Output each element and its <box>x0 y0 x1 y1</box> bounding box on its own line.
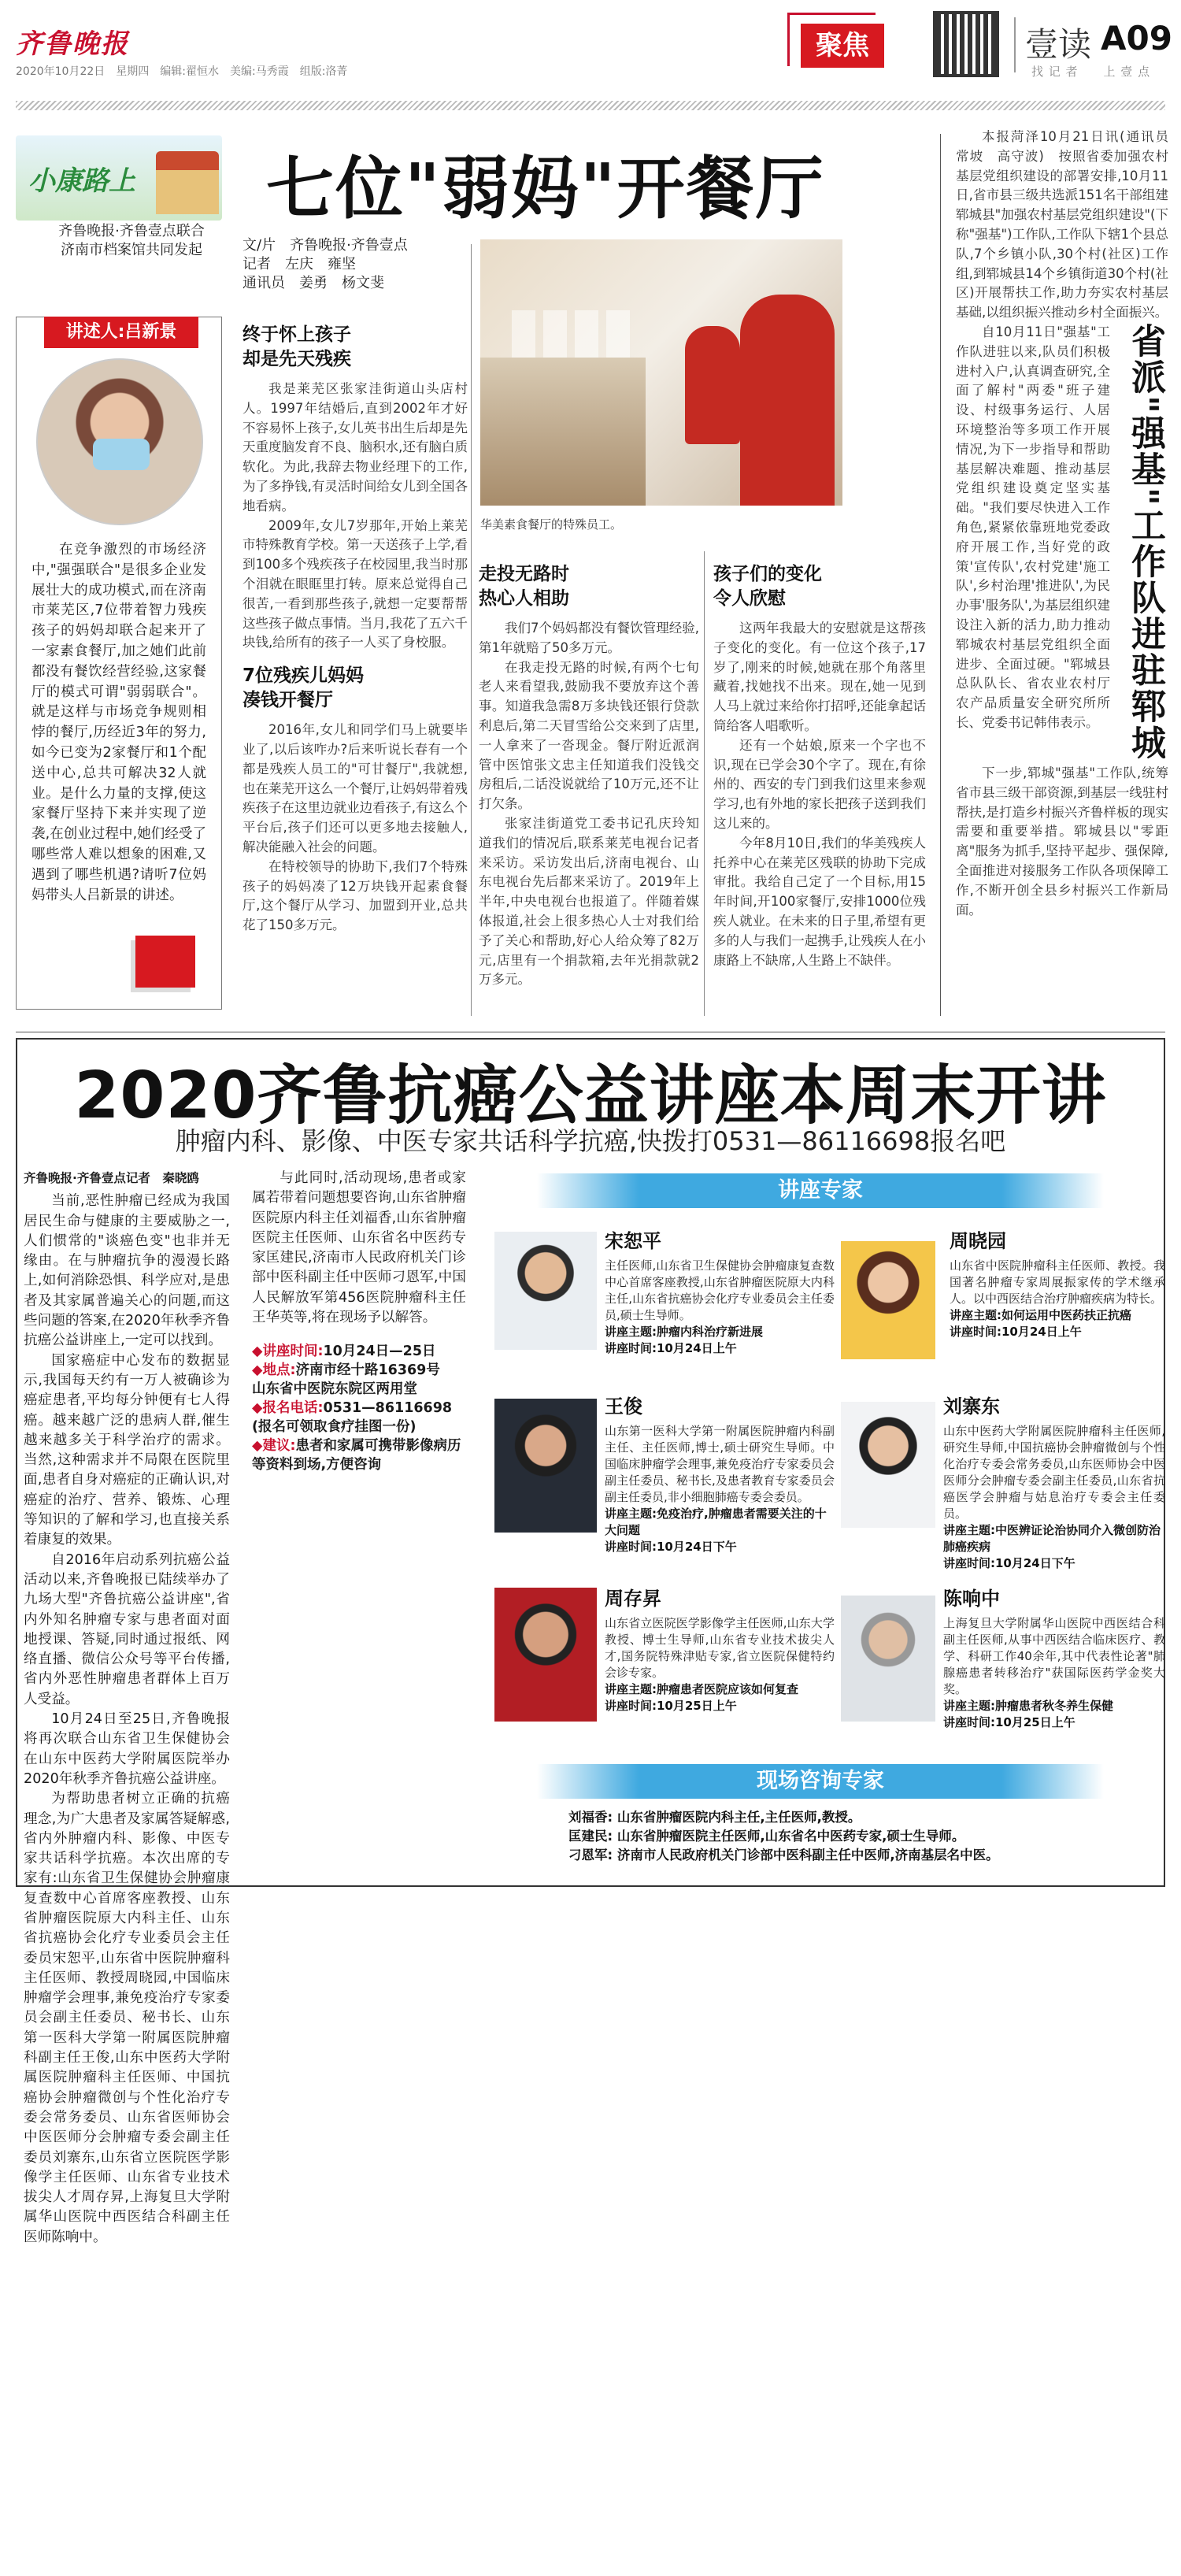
article1-credits <box>242 236 408 293</box>
page-number: A09 <box>1101 19 1172 57</box>
ad-paragraph: 与此同时,活动现场,患者或家属若带着问题想要咨询,山东省肿瘤医院原内科主任刘福香,山东省肿瘤医院主任医师、山东省名中医药专家匡建民,济南市人民政府机关门诊部中医科副主任中医师刁恩军,中国人民解放军第456医院肿瘤科主任王华英等,将在现场予以解答。 <box>252 1170 466 1326</box>
consult-item <box>568 1808 1151 1827</box>
photo-jars <box>512 310 630 358</box>
expert-topic: 讲座主题:免疫治疗,肿瘤患者需要关注的十大问题 <box>605 1507 827 1537</box>
info-key: ◆建议: <box>252 1438 296 1455</box>
expert-photo <box>494 1232 597 1350</box>
masthead-divider <box>1014 17 1016 72</box>
face-mask-icon <box>93 439 150 470</box>
expert-topic: 讲座主题:肿瘤内科治疗新进展 <box>605 1325 763 1339</box>
expert-photo <box>494 1399 597 1533</box>
expert-bio: 主任医师,山东省卫生保健协会肿瘤康复查数中心首席客座教授,山东省肿瘤医院原大内科主任,山东省抗癌协会化疗专业委员会主任委员,硕士生导师。 <box>605 1258 835 1322</box>
ad-body-col1 <box>24 1169 230 2245</box>
qr-code-icon <box>933 11 999 77</box>
ad-paragraph: 国家癌症中心发布的数据显示,我国每天约有一万人被确诊为癌症患者,平均每分钟便有七人得癌。越来越广泛的患病人群,催生越来越多关于科学治疗的需求。当然,这种需求并不局限在医院里面,患者自身对癌症的正确认识,对癌症的治疗、营养、锻炼、心理等知识的了解和学习,也直接关系着康复的效果。 <box>24 1352 230 1548</box>
expert-time: 讲座时间:10月24日下午 <box>605 1540 737 1554</box>
article1-paragraph: 张家洼街道党工委书记孔庆玲知道我们的情况后,联系莱芜电视台记者来采访。采访发出后,济南电视台、山东电视台先后都来采访了。2019年上半年,中央电视台也报道了。伴随着媒体报道,社会上很多热心人士对我们给予了关心和帮助,好心人给众筹了82万元,店里有一个捐款箱,去年光捐款就2万多元。 <box>479 815 699 988</box>
red-corner-block <box>135 936 195 988</box>
article1-subhead-3: 走投无路时 热心人相助 <box>479 564 569 609</box>
expert-topic: 讲座主题:肿瘤患者秋冬养生保健 <box>943 1699 1114 1713</box>
article1-photo-caption: 华美素食餐厅的特殊员工。 <box>480 517 623 532</box>
article1-subhead-2: 7位残疾儿妈妈 凑钱开餐厅 <box>242 665 365 711</box>
photo-counter <box>480 358 646 506</box>
credit-line: 记者 左庆 雍坚 <box>242 256 356 272</box>
ad-subhead: 肿瘤内科、影像、中医专家共话科学抗癌,快拨打0531—86116698报名吧 <box>175 1126 1006 1156</box>
article1-paragraph: 我们7个妈妈都没有餐饮管理经验,第1年就赔了50多万元。 <box>479 621 699 655</box>
expert-photo <box>841 1241 935 1359</box>
expert-card <box>841 1391 1165 1570</box>
consult-name: 刁恩军: <box>568 1848 613 1863</box>
ad-info-block <box>252 1342 466 1474</box>
consult-name: 刘福香: <box>568 1810 613 1825</box>
article2-body <box>956 128 1181 1017</box>
expert-card <box>841 1225 1165 1375</box>
article1-paragraph: 2009年,女儿7岁那年,开始上莱芜市特殊教育学校。第一天送孩子上学,看到100多个残疾孩子在校园里,我当时那个泪就在眼眶里打转。原来总觉得自己很苦,一看到那些孩子,就想一定要帮帮这些孩子做点事情。当月,我花了五六千块钱,给所有的孩子一人买了身校服。 <box>242 517 468 650</box>
ad-paragraph: 为帮助患者树立正确的抗癌理念,为广大患者及家属答疑解惑,省内外肿瘤内科、影像、中医专家共话科学抗癌。本次出席的专家有:山东省卫生保健协会肿瘤康复查数中心首席客座教授、山东省肿瘤医院原大内科主任、山东省抗癌协会化疗专业委员会主任委员宋恕平,山东省中医院肿瘤科主任医师、教授周晓园,中国临床肿瘤学会理事,兼免疫治疗专家委员会副主任委员、秘书长、山东第一医科大学第一附属医院肿瘤科副主任王俊,山东中医药大学附属医院肿瘤科主任医师、中国抗癌协会肿瘤微创与个性化治疗专委会常务委员、山东省医师协会中医医师分会肿瘤专委会副主任委员刘寨东,山东省立医院医学影像学主任医师、山东省专业技术拔尖人才周存昇,上海复旦大学附属华山医院中西医结合科副主任医师陈响中。 <box>24 1791 230 2245</box>
consult-item <box>568 1846 1151 1865</box>
section-label: 聚焦 <box>801 24 884 68</box>
credit-line: 文/片 齐鲁晚报·齐鲁壹点 <box>242 237 408 254</box>
expert-name: 宋恕平 <box>605 1230 661 1252</box>
article1-headline: 七位"弱妈"开餐厅 <box>266 149 825 228</box>
masthead-rule <box>16 101 1165 110</box>
expert-name: 陈响中 <box>943 1588 1000 1610</box>
consult-desc: 山东省肿瘤医院主任医师,山东省名中医药专家,硕士生导师。 <box>616 1829 965 1844</box>
series-sponsor: 齐鲁晚报·齐鲁壹点联合 济南市档案馆共同发起 <box>58 223 205 258</box>
column-divider <box>940 134 941 1016</box>
building-illustration <box>156 151 219 214</box>
expert-time: 讲座时间:10月24日上午 <box>605 1341 737 1355</box>
article2-paragraph: 自10月11日"强基"工作队进驻以来,队员们积极进村入户,认真调查研究,全面了解村"两委"班子建设、村级事务运行、人居环境整治等多项工作开展情况,为下一步指导和帮助基层解决难题、推动基层党组织建设奠定坚实基础。"我们要尽快进入工作角色,紧紧依靠班地党委政府开展工作,当好党的政策'宣传队',农村党建'施工队',乡村治理'推进队',为民办事'服务队',为基层组织建设注入新的活力,助力推动郓城农村基层党组织全面进步、全面过硬。"郓城县总队队长、省农业农村厅农产品质量安全研究所所长、党委书记韩伟表示。 <box>956 324 1110 730</box>
consult-name: 匡建民: <box>568 1829 613 1844</box>
info-value: 10月24日—25日 <box>323 1344 436 1360</box>
expert-photo <box>841 1596 935 1722</box>
column-divider <box>471 244 472 1016</box>
expert-photo <box>841 1402 935 1528</box>
article2-lead: 本报菏泽10月21日讯(通讯员 常坡 高守波) 按照省委加强农村基层党组织建设的部署安排,10月11日,省市县三级共选派151名干部组建郓城县"加强农村基层党组织建设"(下称"强基")工作队,工作队下辖1个县总队,7个乡镇小队,30个村(社区)工作组,到郓城县14个乡镇街道30个村(社区)开展帮扶工作,助力夯实农村基层基础,以组织振兴推动乡村全面振兴。 <box>956 129 1181 321</box>
expert-name: 刘寨东 <box>943 1395 1000 1418</box>
expert-topic: 讲座主题:肿瘤患者医院应该如何复查 <box>605 1682 799 1696</box>
issue-meta: 2020年10月22日 星期四 编辑:翟恒水 美编:马秀霞 组版:洛菁 <box>16 65 348 78</box>
expert-bio: 山东省立医院医学影像学主任医师,山东大学教授、博士生导师,山东省专业技术拔尖人才,国务院特殊津贴专家,省立医院保健特约会诊专家。 <box>605 1616 835 1680</box>
expert-card <box>494 1583 835 1733</box>
expert-bio: 山东第一医科大学第一附属医院肿瘤内科副主任、主任医师,博士,硕士研究生导师。中国临床肿瘤学会理事,兼免疫治疗专家委员会副主任委员、秘书长,及患者教育专家委员会副主任委员,非小细胞肺癌专委会委员。 <box>605 1424 835 1504</box>
expert-bio: 山东中医药大学附属医院肿瘤科主任医师,研究生导师,中国抗癌协会肿瘤微创与个性化治疗专委会常务委员,山东医师协会中医医师分会肿瘤专委会副主任委员,山东省抗癌医学会肿瘤与姑息治疗专委会主任委员。 <box>943 1424 1165 1521</box>
article1-subhead-4: 孩子们的变化 令人欣慰 <box>713 564 822 609</box>
expert-bio: 上海复旦大学附属华山医院中西医结合科副主任医师,从事中西医结合临床医疗、教学、科研工作40余年,其中代表性论著"肺腺癌患者转移治疗"获国际医药学金奖大奖。 <box>943 1616 1165 1696</box>
expert-time: 讲座时间:10月24日下午 <box>943 1556 1075 1570</box>
article1-paragraph: 今年8月10日,我们的华美残疾人托养中心在莱芜区残联的协助下完成审批。我给自己定了一个目标,用15年时间,开100家餐厅,安排1000位残疾人就业。在未来的日子里,希望有更多的人与我们一起携手,让残疾人在小康路上不缺席,人生路上不缺伴。 <box>713 835 926 968</box>
consult-item <box>568 1827 1151 1846</box>
ad-body-col2 <box>252 1169 466 1877</box>
expert-time: 讲座时间:10月25日上午 <box>605 1699 737 1713</box>
article1-paragraph: 在特校领导的协助下,我们7个特殊孩子的妈妈凑了12万块钱开起素食餐厅,这个餐厅从学习、加盟到开业,总共花了150多万元。 <box>242 858 468 933</box>
reporter-contact: 找 记 者 上 壹 点 <box>1031 65 1151 79</box>
article1-paragraph: 这两年我最大的安慰就是这帮孩子变化的变化。有一位这个孩子,17岁了,刚来的时候,她就在那个角落里藏着,找她找不出来。现在,她一见到人马上就过来给你打招呼,还能拿起话筒给客人唱歌听。 <box>713 621 926 733</box>
consult-desc: 山东省肿瘤医院内科主任,主任医师,教授。 <box>616 1810 861 1825</box>
ad-paragraph: 当前,恶性肿瘤已经成为我国居民生命与健康的主要威胁之一,人们惯常的"谈癌色变"也非并无缘由。在与肿瘤抗争的漫漫长路上,如何消除恐惧、科学应对,是患者及其家属普遍关心的问题,而这些问题的答案,在2020年秋季齐鲁抗癌公益讲座上,一定可以找到。 <box>24 1193 230 1349</box>
series-banner <box>16 135 222 221</box>
narrator-intro-text: 在竞争激烈的市场经济中,"强强联合"是很多企业发展壮大的成功模式,而在济南市莱芜区,7位带着智力残疾孩子的妈妈却联合起来开了一家素食餐厅,加之她们此前都没有餐饮经营经验,这家餐厅的模式可谓"弱弱联合"。就是这样与市场竞争规则相悖的餐厅,历经近3年的努力,如今已变为2家餐厅和1个配送中心,总共可解决32人就业。是什么力量的支撑,使这家餐厅坚持下来并实现了逆袭,在创业过程中,她们经受了哪些常人难以想象的困难,又遇到了哪些机遇?请听7位妈妈带头人吕新景的讲述。 <box>31 542 206 903</box>
narrator-portrait <box>36 358 203 525</box>
info-key: ◆讲座时间: <box>252 1344 324 1360</box>
ad-paragraph: 自2016年启动系列抗癌公益活动以来,齐鲁晚报已陆续举办了九场大型"齐鲁抗癌公益讲座",省内外知名肿瘤专家与患者面对面地授课、答疑,同时通过报纸、网络直播、微信公众号等平台传播,省内外恶性肿瘤患者群体上百万人受益。 <box>24 1551 230 1707</box>
narrator-intro <box>31 540 206 906</box>
ad-paragraph: 10月24日至25日,齐鲁晚报将再次联合山东省卫生保健协会在山东中医药大学附属医院举办2020年秋季齐鲁抗癌公益讲座。 <box>24 1711 230 1787</box>
ad-headline: 2020齐鲁抗癌公益讲座本周末开讲 <box>74 1058 1107 1133</box>
credit-line: 通讯员 姜勇 杨文斐 <box>242 275 384 291</box>
expert-card <box>494 1391 835 1556</box>
article1-photo <box>480 239 842 506</box>
expert-card <box>841 1583 1165 1733</box>
expert-topic: 讲座主题:中医辨证论治协同介入微创防治肺癌疾病 <box>943 1523 1161 1554</box>
expert-time: 讲座时间:10月24日上午 <box>950 1325 1082 1339</box>
expert-photo <box>494 1588 597 1722</box>
article1-paragraph: 2016年,女儿和同学们马上就要毕业了,以后该咋办?后来听说长春有一个都是残疾人员工的"可甘餐厅",我就想,也在莱芜开这么一个餐厅,让妈妈带着残疾孩子在这里边就业边看孩子,有这么个平台后,孩子们还可以更多地去接触人,解决能融入社会的问题。 <box>242 722 468 854</box>
series-banner-title: 小康路上 <box>28 165 135 197</box>
article1-paragraph: 在我走投无路的时候,有两个七旬老人来看望我,鼓励我不要放弃这个善事。知道我急需8万多块钱还银行贷款利息后,第二天冒雪给公交来到了店里,一人拿来了一沓现金。餐厅附近派润管中医馆张文忠主任知道我们没钱交房租后,二话没说就给了10万元,还不让打欠条。 <box>479 659 699 812</box>
article1-paragraph: 还有一个姑娘,原来一个字也不识,现在已学会30个字了。现在,有徐州的、西安的专门到我们这里来参观学习,也有外地的家长把孩子送到我们这儿来的。 <box>713 737 926 831</box>
info-value: 济南市经十路16369号 山东省中医院东院区两用堂 <box>252 1362 440 1398</box>
article1-col2 <box>479 551 699 1024</box>
column-divider <box>704 551 705 1016</box>
experts-header: 讲座专家 <box>537 1173 1104 1208</box>
page-title: 壹读 <box>1025 25 1092 64</box>
info-value: 0531—86116698 (报名可领取食疗挂图一份) <box>252 1400 453 1436</box>
consult-desc: 济南市人民政府机关门诊部中医科副主任中医师,济南基层名中医。 <box>616 1848 999 1863</box>
article1-subhead-1: 终于怀上孩子 却是先天残疾 <box>242 324 351 369</box>
paper-logo: 齐鲁晚报 <box>16 28 129 60</box>
consult-list <box>568 1808 1151 1865</box>
photo-adult <box>740 295 835 506</box>
ad-byline: 齐鲁晚报·齐鲁壹点记者 秦晓鸥 <box>24 1171 199 1185</box>
info-value: 患者和家属可携带影像病历等资料到场,方便咨询 <box>252 1438 461 1473</box>
article1-paragraph: 我是莱芜区张家洼街道山头店村人。1997年结婚后,直到2002年才好不容易怀上孩子,女儿英书出生后却是先天重度脑发育不良、脑积水,还有脑白质软化。为此,我辞去物业经理下的工作,为了多挣钱,有灵活时间给女儿到全国各地看病。 <box>242 381 468 513</box>
info-key: ◆报名电话: <box>252 1400 324 1417</box>
narrator-label: 讲述人:吕新景 <box>44 317 198 348</box>
expert-name: 周存昇 <box>605 1588 661 1610</box>
expert-bio: 山东省中医院肿瘤科主任医师、教授。我国著名肿瘤专家周展振家传的学术继承人。以中西医结合治疗肿瘤疾病为特长。 <box>950 1258 1165 1306</box>
expert-name: 王俊 <box>605 1395 642 1418</box>
consult-header: 现场咨询专家 <box>537 1764 1104 1799</box>
info-key: ◆地点: <box>252 1362 296 1379</box>
article1-col3 <box>713 551 926 1024</box>
expert-topic: 讲座主题:如何运用中医药扶正抗癌 <box>950 1308 1132 1322</box>
article2-paragraph: 下一步,郓城"强基"工作队,统筹省市县三级干部资源,到基层一线驻村帮扶,是打造乡村振兴齐鲁样板的现实需要和重要举措。郓城县以"零距离"服务为抓手,坚持平起步、强保障,全面推进对接服务工作队各项保障工作,不断开创全县乡村振兴工作新局面。 <box>956 765 1168 917</box>
photo-child <box>685 326 740 444</box>
expert-name: 周晓园 <box>950 1230 1006 1252</box>
expert-time: 讲座时间:10月25日上午 <box>943 1715 1075 1729</box>
expert-card <box>494 1225 835 1375</box>
article2-headline: 省派"强基"工作队进驻郓城 <box>1125 322 1165 761</box>
article1-col1 <box>242 315 468 1024</box>
